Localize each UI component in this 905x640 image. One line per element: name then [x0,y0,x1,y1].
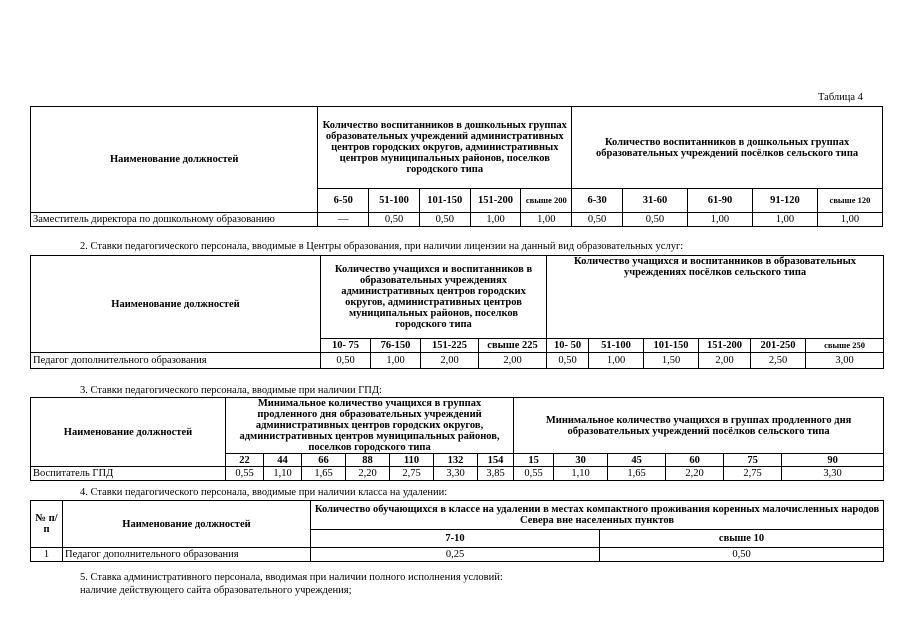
t4-row-num: 1 [31,548,63,562]
t2-header: 151-200 [699,339,751,353]
table-3 [30,397,884,481]
caption-3: 3. Ставки педагогического персонала, вводимые при наличии ГПД: [80,385,382,396]
t2-header: свыше 250 [806,339,884,353]
t1-cell: 0,50 [572,213,623,227]
t1-cell: 1,00 [752,213,817,227]
table-row [31,548,884,562]
t3-cell: 3,85 [478,467,514,481]
t1-header: 51-100 [369,189,420,213]
t3-cell: 0,55 [226,467,264,481]
t1-header: 6-50 [318,189,369,213]
t1-header: 91-120 [752,189,817,213]
t3-row-name: Воспитатель ГПД [31,467,226,481]
t3-header: 45 [608,454,666,467]
t4-cell: 0,25 [311,548,600,562]
t2-group-b: Количество учащихся и воспитанников в образовательных учреждениях посёлков сельского типа [547,256,884,339]
t4-header: 7-10 [311,530,600,548]
t3-cell: 0,55 [514,467,554,481]
t1-header: 61-90 [687,189,752,213]
table-row [31,213,883,227]
t2-cell: 1,50 [644,353,699,369]
t2-header: свыше 225 [479,339,547,353]
t1-cell: 0,50 [419,213,470,227]
t3-group-b: Минимальное количество учащихся в группах продленного дня образовательных учреждений посёлков сельского типа [514,398,884,454]
t2-header: 101-150 [644,339,699,353]
table-4 [30,500,884,562]
table-2 [30,255,884,369]
t3-header: 110 [390,454,434,467]
t1-row-name: Заместитель директора по дошкольному образованию [31,213,318,227]
t1-header: свыше 120 [817,189,882,213]
t1-header: 151-200 [470,189,521,213]
t3-header: 66 [302,454,346,467]
table-1 [30,106,883,227]
t1-header: 6-30 [572,189,623,213]
t2-cell: 0,50 [547,353,589,369]
t1-header: свыше 200 [521,189,572,213]
t3-header: 22 [226,454,264,467]
t3-header: 90 [782,454,884,467]
t1-header: 31-60 [622,189,687,213]
t2-header: 10- 75 [321,339,371,353]
caption-2: 2. Ставки педагогического персонала, вводимые в Центры образования, при наличии лицензии на данный вид образовательных услуг: [80,241,684,252]
t3-header: 154 [478,454,514,467]
t2-cell: 2,50 [751,353,806,369]
caption-4: 4. Ставки педагогического персонала, вводимые при наличии класса на удалении: [80,487,448,498]
table-label: Таблица 4 [818,92,863,103]
t3-cell: 1,65 [302,467,346,481]
t3-cell: 3,30 [434,467,478,481]
t1-cell: 1,00 [521,213,572,227]
t2-header: 151-225 [421,339,479,353]
caption-5: 5. Ставка административного персонала, вводимая при наличии полного исполнения условий: [80,572,503,583]
t2-header: 10- 50 [547,339,589,353]
t4-col-name: Наименование должностей [63,501,311,548]
t1-group-a: Количество воспитанников в дошкольных группах образовательных учреждений административных центров городских округов, административных центров муниципальных районов, поселков городского типа [318,107,572,189]
t1-cell: 0,50 [369,213,420,227]
t3-cell: 3,30 [782,467,884,481]
t2-cell: 1,00 [589,353,644,369]
caption-5-line-2: наличие действующего сайта образовательного учреждения; [80,585,352,596]
t4-cell: 0,50 [600,548,884,562]
t3-header: 88 [346,454,390,467]
t1-cell: 1,00 [687,213,752,227]
t3-col-name: Наименование должностей [31,398,226,467]
t4-group: Количество обучающихся в классе на удалении в местах компактного проживания коренных малочисленных народов Севера вне населенных пунктов [311,501,884,530]
t3-cell: 2,75 [724,467,782,481]
t1-col-name: Наименование должностей [31,107,318,213]
t2-cell: 1,00 [371,353,421,369]
t1-cell: — [318,213,369,227]
t2-header: 76-150 [371,339,421,353]
t3-group-a: Минимальное количество учащихся в группах продленного дня образовательных учреждений административных центров городских округов, административных центров муниципальных районов, поселков городского типа [226,398,514,454]
t3-cell: 2,20 [666,467,724,481]
t1-header: 101-150 [419,189,470,213]
t2-cell: 2,00 [421,353,479,369]
table-row [31,467,884,481]
t4-row-name: Педагог дополнительного образования [63,548,311,562]
t3-header: 15 [514,454,554,467]
t2-header: 201-250 [751,339,806,353]
t2-row-name: Педагог дополнительного образования [31,353,321,369]
t3-header: 60 [666,454,724,467]
t3-header: 75 [724,454,782,467]
table-row [31,353,884,369]
t2-header: 51-100 [589,339,644,353]
t2-cell: 3,00 [806,353,884,369]
t1-cell: 1,00 [470,213,521,227]
t1-group-b: Количество воспитанников в дошкольных группах образовательных учреждений посёлков сельского типа [572,107,883,189]
t3-cell: 1,65 [608,467,666,481]
t4-col-num: № п/п [31,501,63,548]
t1-cell: 0,50 [622,213,687,227]
t2-group-a: Количество учащихся и воспитанников в образовательных учреждениях административных центров городских округов, административных центров муниципальных районов, поселков городского типа [321,256,547,339]
t3-cell: 2,75 [390,467,434,481]
t3-header: 132 [434,454,478,467]
t2-cell: 2,00 [479,353,547,369]
t4-header: свыше 10 [600,530,884,548]
t3-header: 44 [264,454,302,467]
t1-cell: 1,00 [817,213,882,227]
t3-cell: 2,20 [346,467,390,481]
t3-cell: 1,10 [554,467,608,481]
t3-cell: 1,10 [264,467,302,481]
t2-cell: 0,50 [321,353,371,369]
t2-col-name: Наименование должностей [31,256,321,353]
t3-header: 30 [554,454,608,467]
t2-cell: 2,00 [699,353,751,369]
